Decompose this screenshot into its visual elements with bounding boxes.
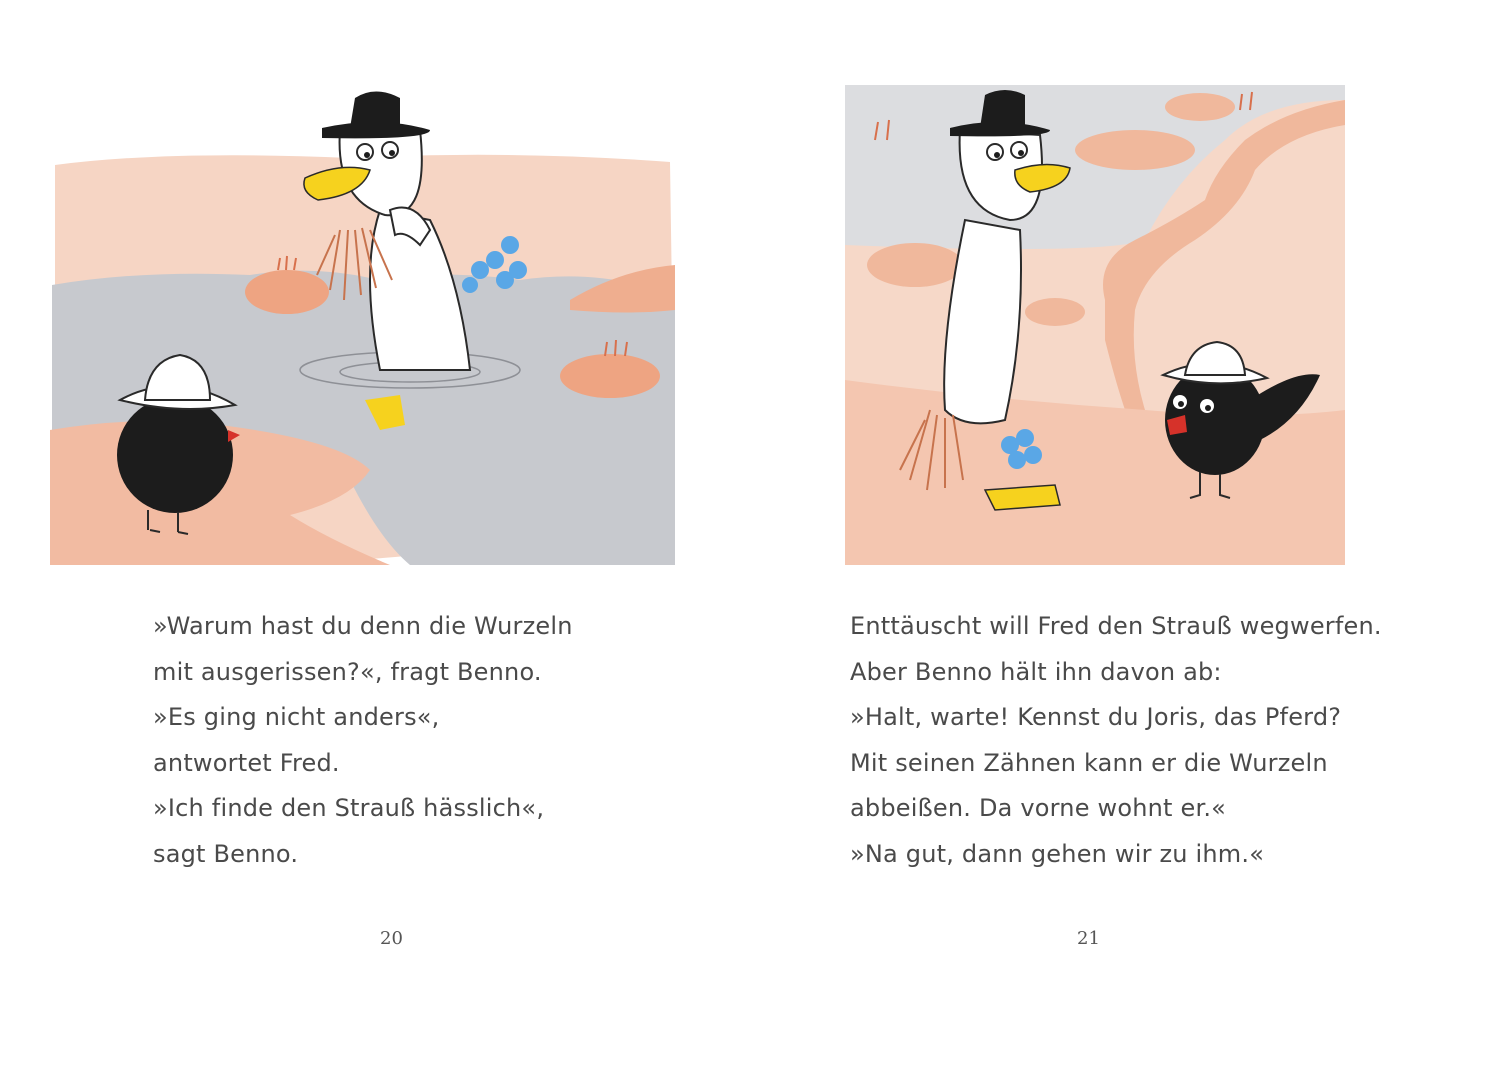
- page-number-left: 20: [380, 928, 403, 949]
- text-line: »Halt, warte! Kennst du Joris, das Pferd?: [850, 703, 1342, 731]
- text-line: »Na gut, dann gehen wir zu ihm.«: [850, 839, 1265, 868]
- text-line: Mit seinen Zähnen kann er die Wurzeln: [850, 748, 1328, 777]
- left-page-text: [153, 604, 573, 877]
- text-line: Aber Benno hält ihn davon ab:: [850, 657, 1222, 686]
- text-line: mit ausgerissen?«, fragt Benno.: [153, 657, 542, 686]
- text-line: abbeißen. Da vorne wohnt er.«: [850, 794, 1227, 822]
- right-page-illustration: [845, 80, 1350, 570]
- left-page-illustration: [50, 70, 680, 570]
- right-page-text: [850, 604, 1382, 877]
- text-line: sagt Benno.: [153, 839, 299, 868]
- text-line: Enttäuscht will Fred den Strauß wegwerfen.: [850, 612, 1382, 640]
- text-line: »Warum hast du denn die Wurzeln: [153, 612, 573, 640]
- page-number-right: 21: [1077, 928, 1100, 949]
- text-line: antwortet Fred.: [153, 748, 340, 777]
- text-line: »Es ging nicht anders«,: [153, 703, 440, 731]
- text-line: »Ich finde den Strauß hässlich«,: [153, 794, 545, 822]
- duck-and-bird-illustration: [845, 80, 1350, 570]
- duck-in-pond-illustration: [50, 70, 680, 570]
